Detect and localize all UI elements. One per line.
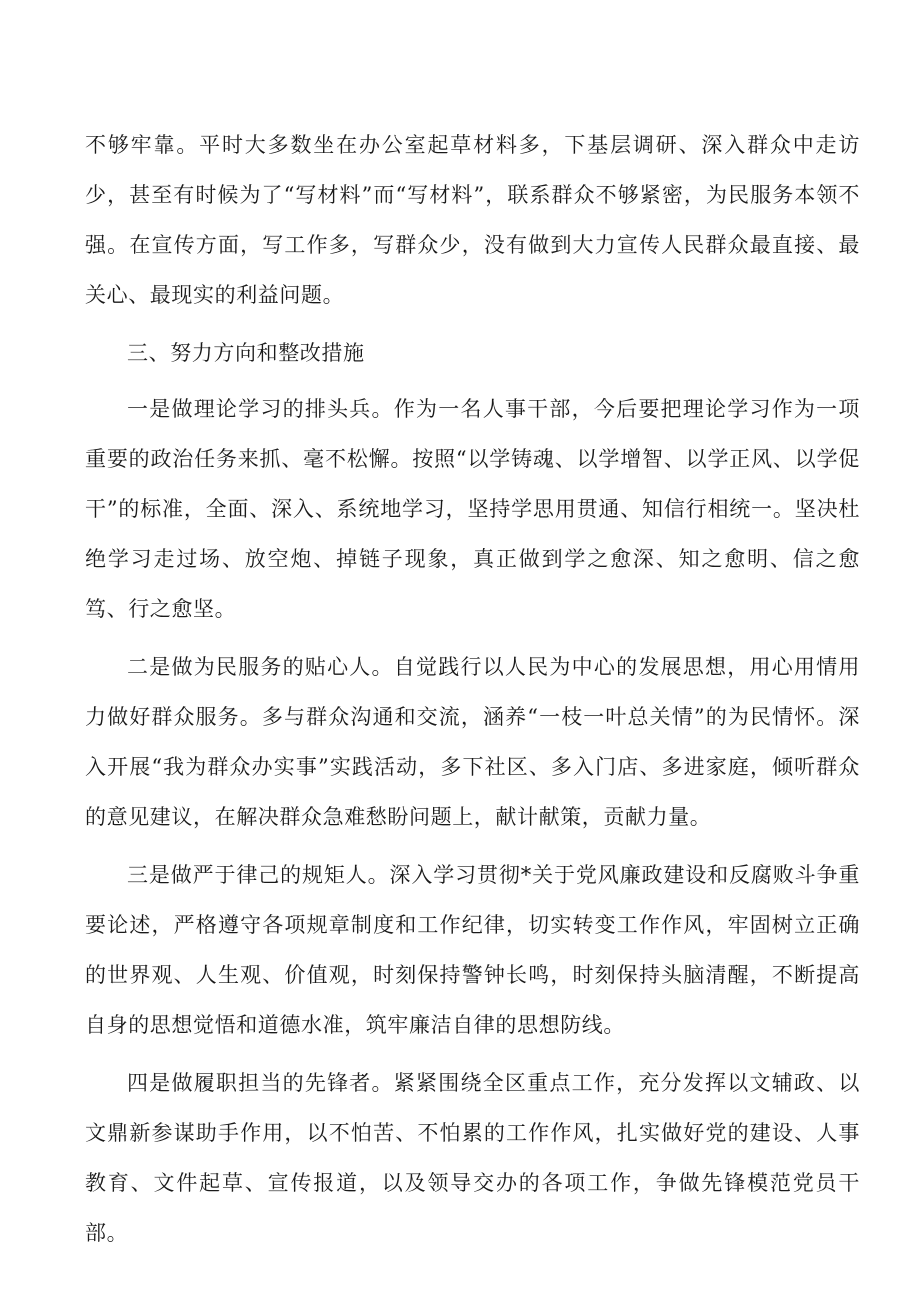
section-heading: 三、努力方向和整改措施 bbox=[127, 341, 365, 365]
paragraph-pioneer: 四是做履职担当的先锋者。紧紧围绕全区重点工作，充分发挥以文辅政、以文鼎新参谋助手作用，以不怕苦、不怕累的工作作风，扎实做好党的建设、人事教育、文件起草、宣传报道，以及领导交办的各项工作，争做先锋模范党员干部。 bbox=[85, 1071, 860, 1245]
paragraph-serve-people: 二是做为民服务的贴心人。自觉践行以人民为中心的发展思想，用心用情用力做好群众服务。多与群众沟通和交流，涵养“一枝一叶总关情”的为民情怀。深入开展“我为群众办实事”实践活动，多下社区、多入门店、多进家庭，倾听群众的意见建议，在解决群众急难愁盼问题上，献计献策，贡献力量。 bbox=[85, 655, 860, 829]
paragraph-theory-study: 一是做理论学习的排头兵。作为一名人事干部，今后要把理论学习作为一项重要的政治任务来抓、毫不松懈。按照“以学铸魂、以学增智、以学正风、以学促干”的标准，全面、深入、系统地学习，坚持学思用贯通、知信行相统一。坚决杜绝学习走过场、放空炮、掉链子现象，真正做到学之愈深、知之愈明、信之愈笃、行之愈坚。 bbox=[85, 397, 860, 621]
document-body bbox=[85, 120, 860, 1258]
paragraph-self-discipline: 三是做严于律己的规矩人。深入学习贯彻*关于党风廉政建设和反腐败斗争重要论述，严格遵守各项规章制度和工作纪律，切实转变工作作风，牢固树立正确的世界观、人生观、价值观，时刻保持警钟长鸣，时刻保持头脑清醒，不断提高自身的思想觉悟和道德水准，筑牢廉洁自律的思想防线。 bbox=[85, 863, 860, 1037]
paragraph-continuation: 不够牢靠。平时大多数坐在办公室起草材料多，下基层调研、深入群众中走访少，甚至有时候为了“写材料”而“写材料”，联系群众不够紧密，为民服务本领不强。在宣传方面，写工作多，写群众少，没有做到大力宣传人民群众最直接、最关心、最现实的利益问题。 bbox=[85, 133, 860, 307]
